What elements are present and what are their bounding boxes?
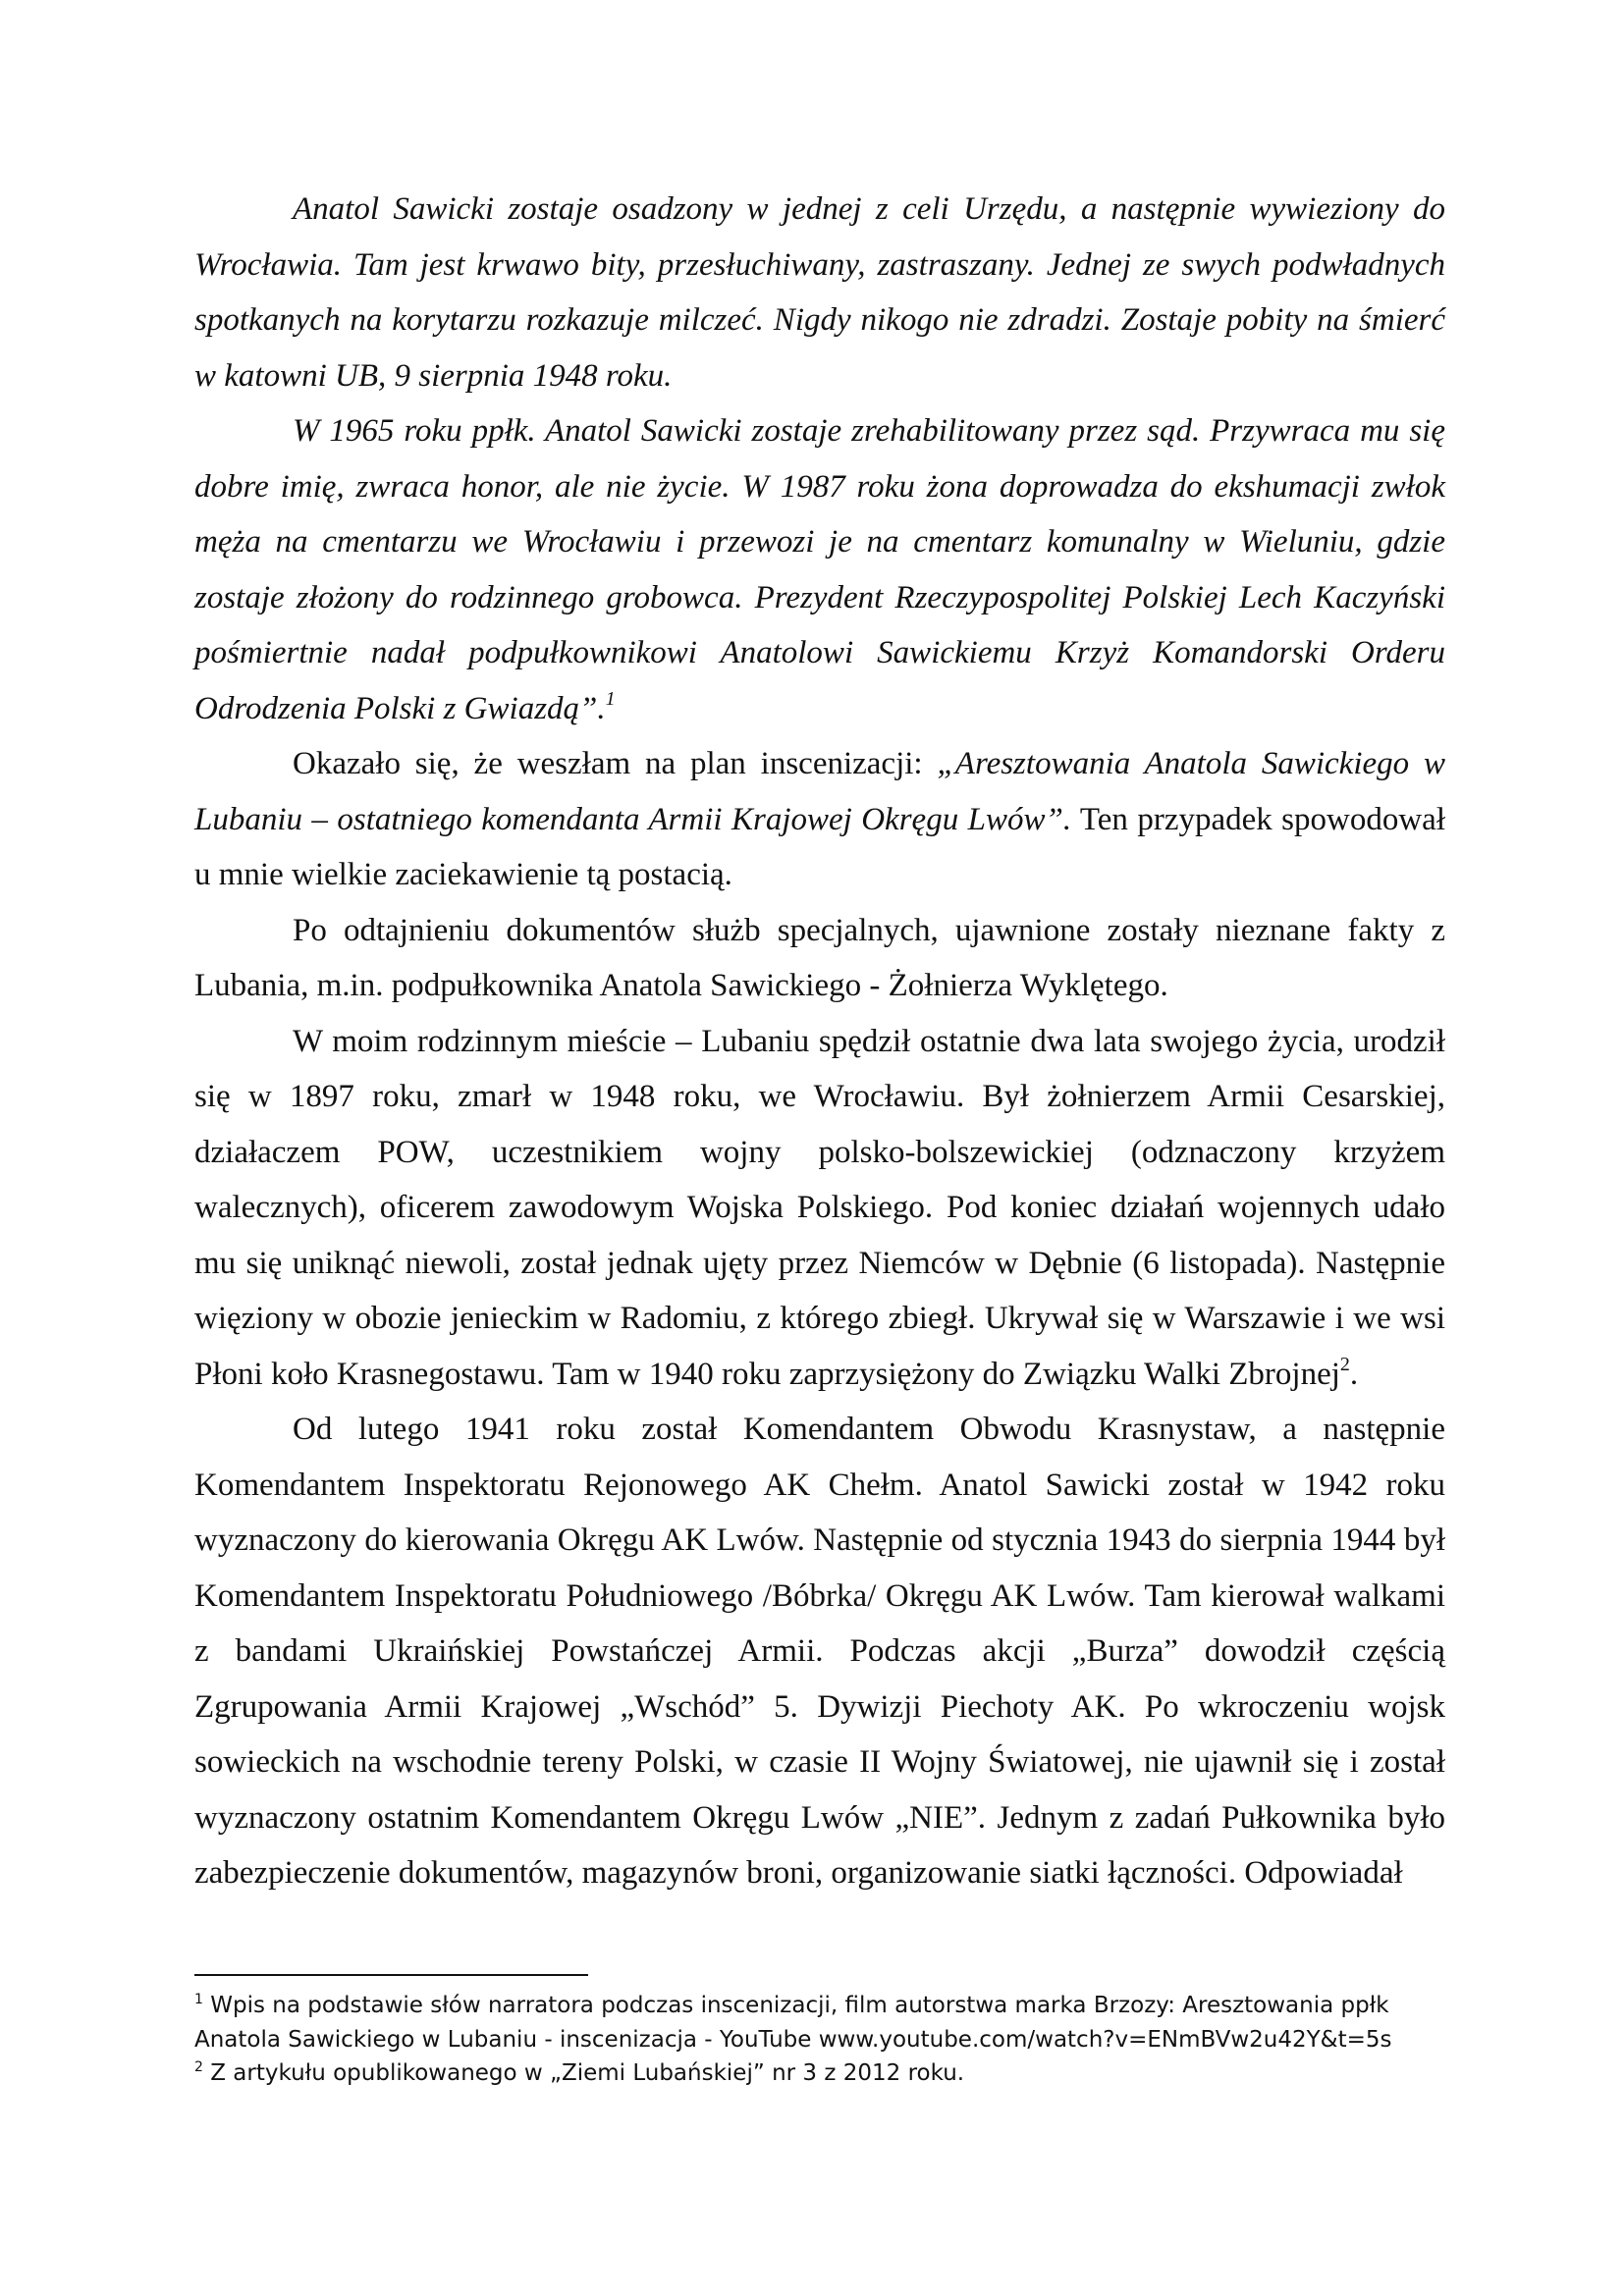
document-body [194, 182, 1445, 1901]
staging-title: „Aresztowania Anatola Sawickiego w Lubaniu – ostatniego komendanta Armii Krajowej Okręgu Lwów”. [194, 746, 1445, 837]
paragraph-biography [194, 1014, 1445, 1403]
paragraph-declassification [194, 903, 1445, 1014]
paragraph-text: W 1965 roku ppłk. Anatol Sawicki zostaje zrehabilitowany przez sąd. Przywraca mu się dobre imię, zwraca honor, ale nie życie. W 1987 roku żona doprowadza do ekshumacji zwłok męża na cmentarzu we Wrocławiu i przewozi je na cmentarz komunalny w Wieluniu, gdzie zostaje złożony do rodzinnego grobowca. Prezydent Rzeczypospolitej Polskiej Lech Kaczyński pośmiertnie nadał podpułkownikowi Anatolowi Sawickiemu Krzyż Komandorski Orderu Odrodzenia Polski z Gwiazdą”. [194, 413, 1445, 726]
paragraph-staging [194, 736, 1445, 903]
footnotes [194, 1989, 1461, 2091]
footnote-item [194, 2056, 1461, 2091]
paragraph-text: Anatol Sawicki zostaje osadzony w jednej z celi Urzędu, a następnie wywieziony do Wrocławia. Tam jest krwawo bity, przesłuchiwany, zastraszany. Jednej ze swych podwładnych spotkanych na korytarzu rozkazuje milczeć. Nigdy nikogo nie zdradzi. Zostaje pobity na śmierć w katowni UB, 9 sierpnia 1948 roku. [194, 191, 1445, 394]
paragraph-text: Po odtajnieniu dokumentów służb specjalnych, ujawnione zostały nieznane fakty z Lubania, m.in. podpułkownika Anatola Sawickiego - Żołnierza Wyklętego. [194, 912, 1445, 1003]
paragraph-text: . [1349, 1356, 1359, 1392]
footnote-text: Z artykułu opublikowanego w „Ziemi Lubańskiej” nr 3 z 2012 roku. [210, 2060, 965, 2086]
paragraph-text: Okazało się, że weszłam na plan inscenizacji: [293, 746, 938, 781]
footnote-item [194, 1989, 1461, 2056]
footnote-text: Wpis na podstawie słów narratora podczas inscenizacji, film autorstwa marka Brzozy: Aresztowania ppłk Anatola Sawickiego w Lubaniu - inscenizacja - YouTube www.youtube.com/watch?v=ENmBVw2u42Y&t=5s [194, 1993, 1392, 2053]
paragraph-text: Od lutego 1941 roku został Komendantem Obwodu Krasnystaw, a następnie Komendantem Inspektoratu Rejonowego AK Chełm. Anatol Sawicki został w 1942 roku wyznaczony do kierowania Okręgu AK Lwów. Następnie od stycznia 1943 do sierpnia 1944 był Komendantem Inspektoratu Południowego /Bóbrka/ Okręgu AK Lwów. Tam kierował walkami z bandami Ukraińskiej Powstańczej Armii. Podczas akcji „Burza” dowodził częścią Zgrupowania Armii Krajowej „Wschód” 5. Dywizji Piechoty AK. Po wkroczeniu wojsk sowieckich na wschodnie tereny Polski, w czasie II Wojny Światowej, nie ujawnił się i został wyznaczony ostatnim Komendantem Okręgu Lwów „NIE”. Jednym z zadań Pułkownika było zabezpieczenie dokumentów, magazynów broni, organizowanie siatki łączności. Odpowiadał [194, 1412, 1445, 1891]
footnote-number: 1 [194, 1992, 203, 2007]
footnote-reference[interactable]: 2 [1339, 1353, 1350, 1375]
paragraph-command [194, 1402, 1445, 1901]
footnote-number: 2 [194, 2059, 203, 2075]
paragraph-imprisonment [194, 182, 1445, 403]
paragraph-rehabilitation [194, 403, 1445, 736]
paragraph-text: Ten przypadek spowodował u mnie wielkie zaciekawienie tą postacią. [194, 801, 1445, 892]
footnote-separator [194, 1974, 588, 1976]
footnote-reference[interactable]: 1 [605, 687, 616, 710]
paragraph-text: W moim rodzinnym mieście – Lubaniu spędził ostatnie dwa lata swojego życia, urodził się w 1897 roku, zmarł w 1948 roku, we Wrocławiu. Był żołnierzem Armii Cesarskiej, działaczem POW, uczestnikiem wojny polsko-bolszewickiej (odznaczony krzyżem walecznych), oficerem zawodowym Wojska Polskiego. Pod koniec działań wojennych udało mu się uniknąć niewoli, został jednak ujęty przez Niemców w Dębnie (6 listopada). Następnie więziony w obozie jenieckim w Radomiu, z którego zbiegł. Ukrywał się w Warszawie i we wsi Płoni koło Krasnegostawu. Tam w 1940 roku zaprzysiężony do Związku Walki Zbrojnej [194, 1023, 1445, 1392]
